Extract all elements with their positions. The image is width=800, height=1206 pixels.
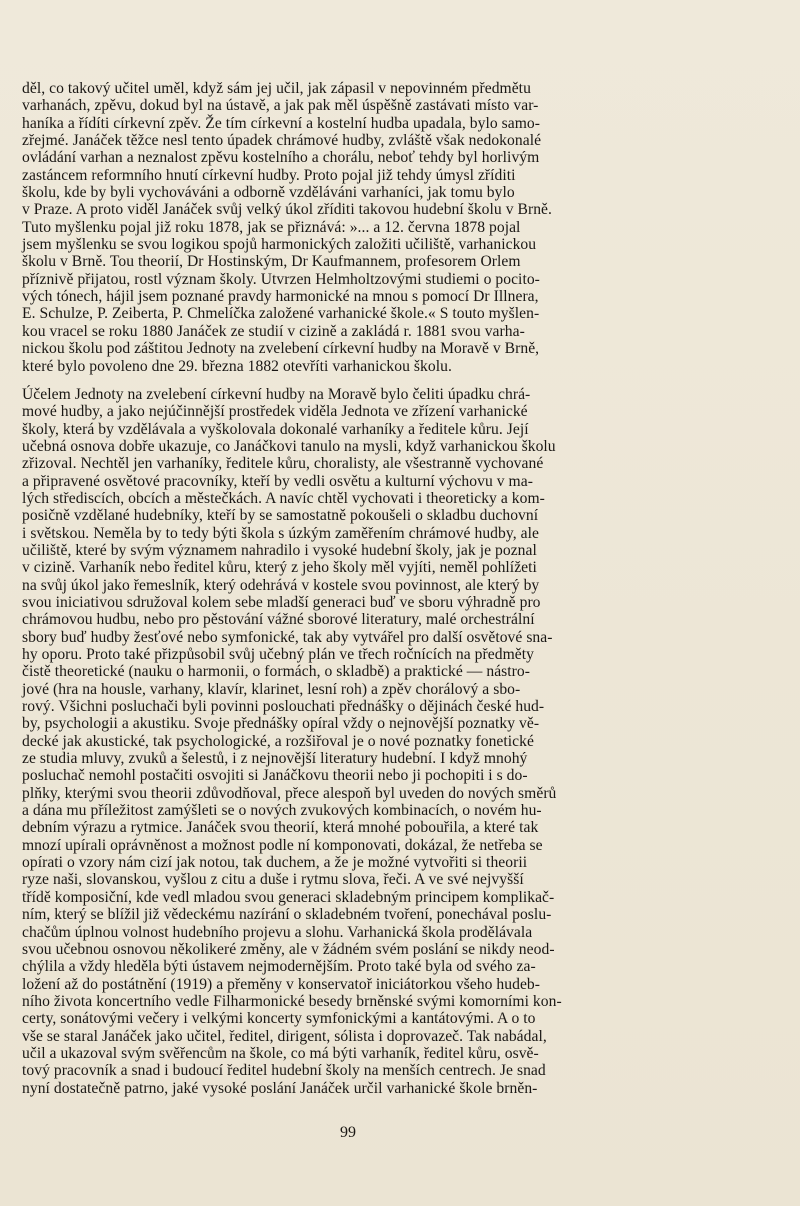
text-line: na svůj úkol jako řemeslník, který odehrává v kostele svou povinnost, ale který by: [22, 576, 540, 594]
text-line: Účelem Jednoty na zvelebení církevní hudby na Moravě bylo čeliti úpadku chrá-: [22, 385, 531, 403]
text-line: varhanách, zpěvu, dokud byl na ústavě, a jak pak měl úspěšně zastávati místo var-: [22, 97, 539, 115]
text-line: v cizině. Varhaník nebo ředitel kůru, který z jeho školy měl vyjíti, neměl pohlížeti: [22, 559, 537, 577]
text-line: tový pracovník a snad i budoucí ředitel hudební školy na menších centrech. Je snad: [22, 1062, 546, 1080]
text-line: mové hudby, a jako nejúčinnější prostředek viděla Jednota ve zřízení varhanické: [22, 403, 528, 421]
text-line: nickou školu pod záštitou Jednoty na zvelebení církevní hudby na Moravě v Brně,: [22, 340, 540, 358]
text-line: děl, co takový učitel uměl, když sám jej učil, jak zápasil v nepovinném předmětu: [22, 80, 531, 97]
text-line: svou učebnou osnovou několikeré změny, ale v žádném svém poslání se nikdy neod-: [22, 940, 555, 958]
text-line: ryze naši, slovanskou, vyšlou z citu a duše i rytmu slova, řeči. A ve své nejvyšší: [22, 871, 524, 889]
text-line: ovládání varhan a neznalost zpěvu kostelního a chorálu, neboť tehdy byl horlivým: [22, 149, 540, 167]
text-line: ním, který se blížil již vědeckému nazírání o skladebném tvoření, ponechával poslu-: [22, 906, 552, 924]
text-line: lých střediscích, obcích a městečkách. A navíc chtěl vychovati i theoreticky a kom-: [22, 489, 545, 507]
text-line: jové (hra na housle, varhany, klavír, klarinet, lesní roh) a zpěv chorálový a sbo-: [22, 680, 521, 698]
text-line: haníka a řídíti církevní zpěv. Že tím církevní a kostelní hudba upadala, bylo samo-: [22, 114, 541, 132]
text-line: třídě komposiční, kde vedl mladou svou generaci skladebným principem komplikač-: [22, 888, 555, 906]
text-line: by, psychologii a akustiku. Svoje přednášky opíral vždy o nejnovější poznatky vě-: [22, 715, 540, 733]
paragraph-gap: [22, 375, 694, 386]
text-line: kou vracel se roku 1880 Janáček ze studií v cizině a zakládá r. 1881 svou varha-: [22, 322, 525, 340]
text-line: příznivě přijatou, rostl význam školy. Utvrzen Helmholtzovými studiemi o pocito-: [22, 270, 540, 288]
text-line: decké jak akustické, tak psychologické, a rozšiřoval je o nové poznatky fonetické: [22, 732, 534, 750]
text-line: učebná osnova dobře ukazuje, co Janáčkovi tanulo na mysli, když varhanickou školu: [22, 437, 556, 455]
text-line: sbory buď hudby žesťové nebo symfonické, tak aby vytvářel pro další osvětové sna-: [22, 628, 553, 646]
paragraph-2: [22, 386, 694, 1097]
text-line: zřejmé. Janáček těžce nesl tento úpadek chrámové hudby, zvláště však nedokonalé: [22, 132, 542, 150]
text-line: chýlila a vždy hleděla býti ústavem nejmodernějším. Proto také byla od svého za-: [22, 958, 536, 976]
text-line: učiliště, které by svým významem nahradilo i vysoké hudební školy, jak je poznal: [22, 541, 537, 559]
text-line: rový. Všichni posluchači byli povinni poslouchati přednášky o dějinách české hud-: [22, 698, 545, 716]
text-line: školu, kde by byli vychováváni a odborně vzděláváni varhaníci, jak tomu bylo: [22, 184, 515, 202]
text-line: školu v Brně. Tou theorií, Dr Hostinským, Dr Kaufmannem, profesorem Orlem: [22, 253, 521, 271]
text-line: opírati o vzory nám cizí jak notou, tak duchem, a že je možné vytvořiti si theorii: [22, 854, 528, 872]
text-line: které bylo povoleno dne 29. března 1882 otevříti varhanickou školu.: [22, 357, 452, 375]
text-line: E. Schulze, P. Zeiberta, P. Chmelíčka založené varhanické škole.« S touto myšlen-: [22, 305, 540, 323]
text-line: zastáncem reformního hnutí církevní hudby. Proto pojal již tehdy úmysl zříditi: [22, 166, 516, 184]
text-line: chrámovou hudbu, nebo pro pěstování vážné sborové literatury, malé orchestrální: [22, 611, 535, 629]
text-line: ložení až do postátnění (1919) a přeměny v konservatoř iniciátorkou všeho hudeb-: [22, 975, 541, 993]
text-line: vých tónech, hájil jsem poznané pravdy harmonické na mnou s pomocí Dr Illnera,: [22, 288, 539, 306]
text-line: vše se staral Janáček jako učitel, ředitel, dirigent, sólista i doprovazeč. Tak nabádal,: [22, 1027, 547, 1045]
text-line: certy, sonátovými večery i velkými koncerty symfonickými a kantátovými. A o to: [22, 1010, 536, 1028]
text-line: svou iniciativou sdružoval kolem sebe mladší generaci buď ve sboru výhradně pro: [22, 593, 541, 611]
text-line: Tuto myšlenku pojal již roku 1878, jak se přiznává: »... a 12. června 1878 pojal: [22, 218, 521, 236]
text-line: a dána mu příležitost zamýšleti se o nových zvukových kombinacích, o novém hu-: [22, 802, 542, 820]
text-line: učil a ukazoval svým svěřencům na škole, co má býti varhaník, ředitel kůru, osvě-: [22, 1044, 539, 1062]
text-line: čistě theoretické (nauku o harmonii, o formách, o skladbě) a praktické — nástro-: [22, 663, 531, 681]
page-number: 99: [340, 1124, 356, 1141]
text-line: plňky, kterými svou theorii zdůvodňoval, přece alespoň byl uveden do nových směrů: [22, 784, 557, 802]
text-line: a připravené osvětové pracovníky, kteří by vedli osvětu a kulturní výchovu v ma-: [22, 472, 533, 490]
text-line: posičně vzdělané hudebníky, kteří by se samostatně pokoušeli o skladbu duchovní: [22, 507, 539, 525]
text-line: hy oporu. Proto také přizpůsobil svůj učebný plán ve třech ročnících na předměty: [22, 646, 534, 663]
paragraph-1: [22, 80, 694, 375]
text-line: debním výrazu a rytmice. Janáček svou theorií, která mnohé pobouřila, a které tak: [22, 819, 539, 837]
text-line: školy, která by vzdělávala a vyškolovala dokonalé varhaníky a ředitele kůru. Její: [22, 420, 529, 438]
text-line: i světskou. Neměla by to tedy býti škola s úzkým zaměřením chrámové hudby, ale: [22, 524, 539, 542]
text-line: jsem myšlenku se svou logikou spojů harmonických založiti učiliště, varhanickou: [22, 236, 537, 254]
body-text: [22, 80, 694, 1097]
text-line: ního života koncertního vedle Filharmonické besedy brněnské svými komorními kon-: [22, 992, 562, 1010]
text-line: zřizoval. Nechtěl jen varhaníky, ředitele kůru, choralisty, ale všestranně vychované: [22, 455, 544, 473]
text-line: v Praze. A proto viděl Janáček svůj velký úkol zříditi takovou hudební školu v Brně.: [22, 201, 552, 219]
text-line: chačům úplnou volnost hudebního projevu a slohu. Varhanická škola prodělávala: [22, 923, 533, 941]
text-line: mnozí upírali oprávněnost a možnost podle ní komponovati, dokázal, že netřeba se: [22, 836, 543, 854]
text-line: posluchač nemohl postačiti osvojiti si Janáčkovu theorii nebo ji pochopiti i s do-: [22, 767, 528, 785]
text-line: nyní dostatečně patrno, jaké vysoké poslání Janáček určil varhanické škole brněn-: [22, 1079, 538, 1097]
text-line: ze studia mluvy, zvuků a šelestů, i z nejnovější literatury hudební. I když mnohý: [22, 750, 528, 768]
